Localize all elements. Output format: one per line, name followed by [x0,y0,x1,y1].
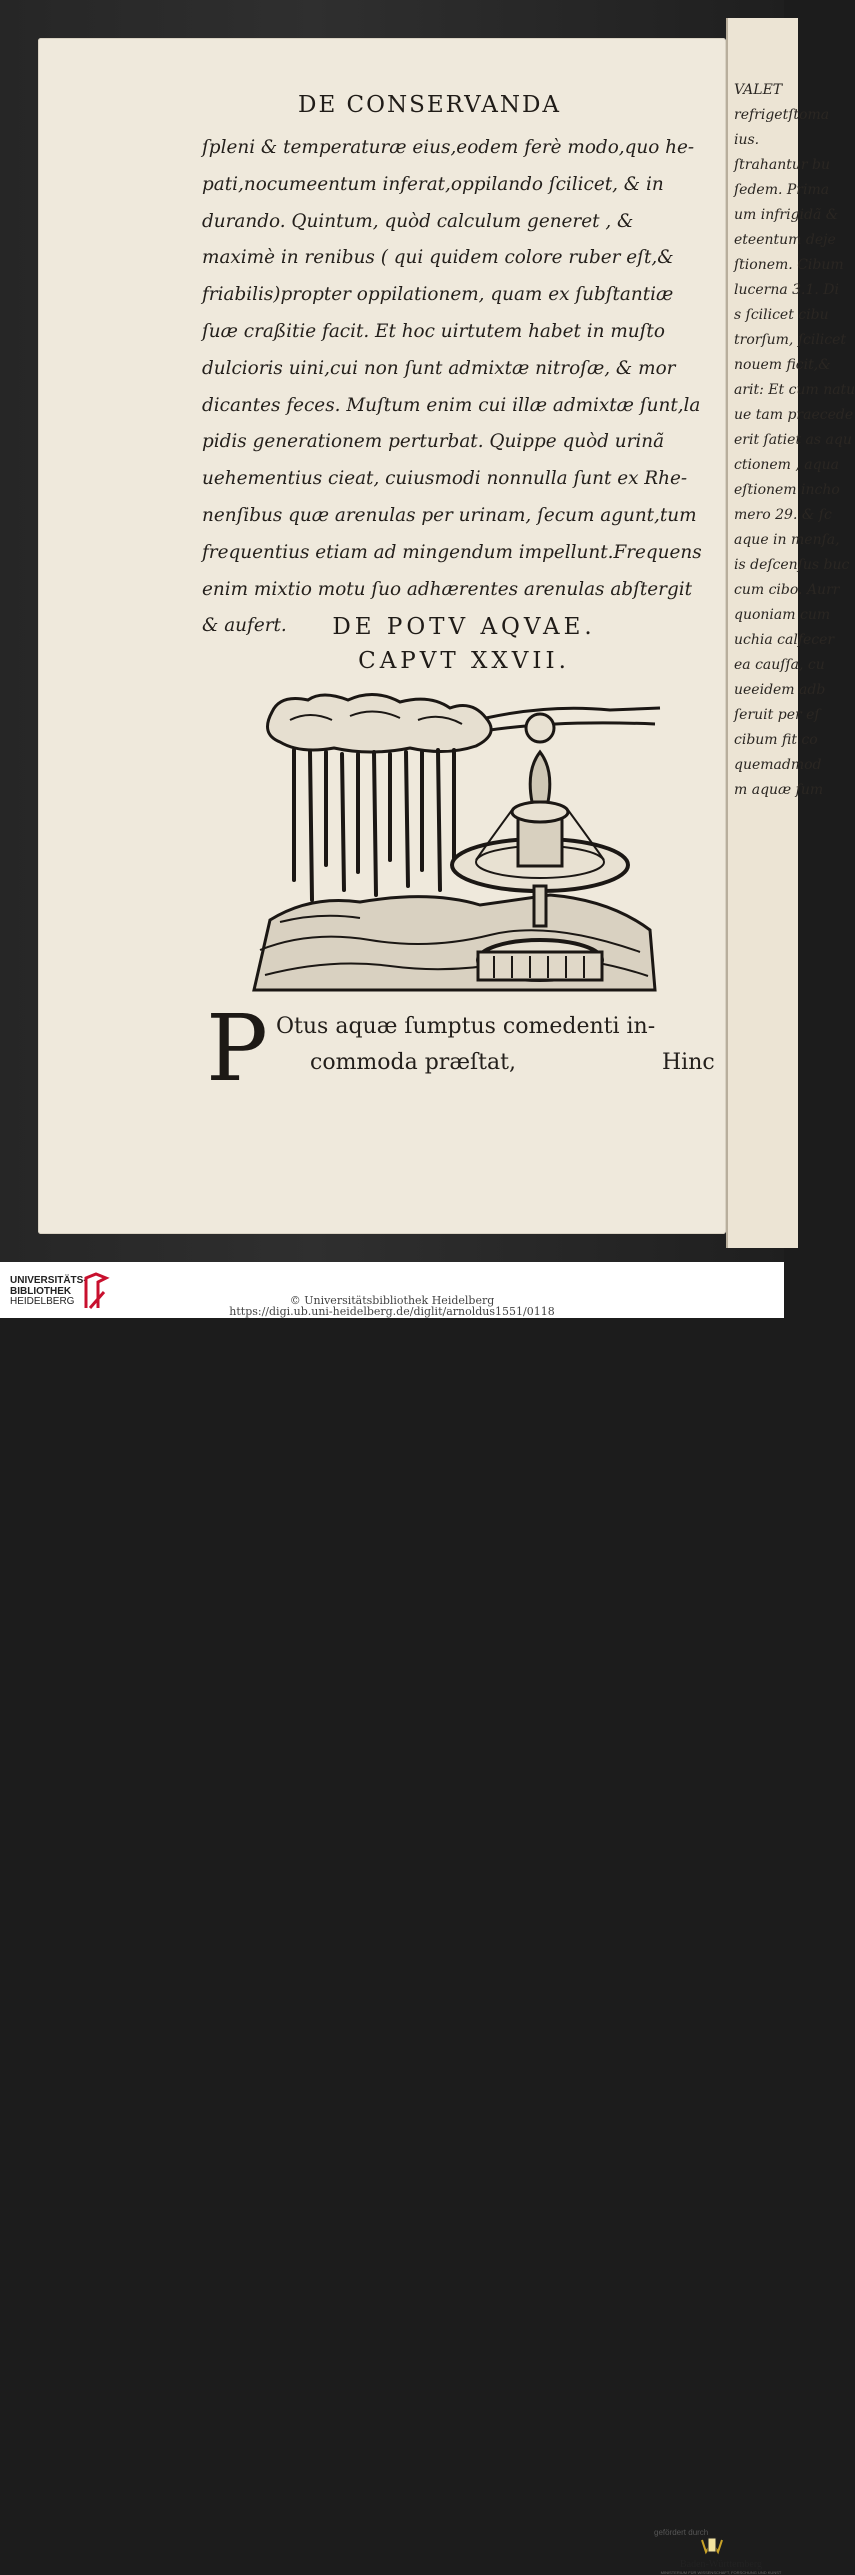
facing-page-line: um infrigidã & [734,207,839,223]
facing-page-line: uchia calfecer [734,632,835,648]
body-line: pati,nocumeentum inferat,oppilando ſcilicet, & in [202,173,664,195]
facing-page-line: ſtionem. Cibum [734,257,844,273]
facing-page-line: is deſcenſus buc [734,557,850,573]
body-line: frequentius etiam ad mingendum impellunt.Frequens [202,541,702,563]
facing-page-line: VALET [734,82,783,98]
facing-page-text [734,78,855,803]
chapter-first-line: Otus aquæ ſumptus comedenti in- [276,1014,656,1039]
chapter-title: DE POTV AQVAE. [332,614,596,640]
copyright-notice: © Universitätsbibliothek Heidelberg [289,1294,495,1307]
body-line: nenſibus quæ arenulas per urinam, ſecum agunt,tum [202,504,697,526]
facing-page-line: cibum fit co [734,732,818,748]
chapter-second-line: commoda præſtat, [310,1050,516,1075]
facing-page-line: quoniam cum [734,607,831,623]
facing-page-line: nouem ficit,& [734,357,831,373]
facing-page-line: erit ſatiet as aqu [734,432,852,448]
facing-page-edge [726,18,855,1248]
facing-page-line: ea cauſſa, cu [734,657,825,673]
body-line: dicantes feces. Muſtum enim cui illæ admixtæ ſunt,la [202,394,701,416]
library-name-line3: HEIDELBERG [10,1296,75,1307]
facing-page-line: ſedem. Prima [734,182,830,198]
facing-page-line: lucerna 3.1. Di [734,282,839,298]
body-line: ſpleni & temperaturæ eius,eodem ferè modo,quo he- [202,137,695,158]
catchword: Hinc [662,1050,715,1075]
facing-page-line: ſeruit per eſ [734,707,820,723]
body-line: dulcioris uini,cui non ſunt admixtæ nitroſæ, & mor [202,357,676,379]
body-text [202,130,714,645]
facing-page-line: cum cibo. Aurr [734,582,840,598]
facing-page-line: trorſum, ſcilicet [734,332,847,348]
sponsor-label: gefördert durch [654,2528,709,2537]
body-line: pidis generationem perturbat. Quippe quòd urinã [202,431,665,453]
body-line: uehementius cieat, cuiusmodi nonnulla ſunt ex Rhe- [202,468,688,490]
facing-page-line: quemadmod [734,757,822,773]
facing-page-line: ue tam praecede [734,407,854,423]
facing-page-line: eteentum deje [734,232,836,248]
body-line: ſuæ craßitie facit. Et hoc uirtutem habet in muſto [202,320,665,342]
facing-page-line: arit: Et cum natu [734,382,855,398]
chapter-heading [244,610,684,678]
scan-background [0,0,855,1262]
facing-page-line: m aquæ ſum [734,782,824,798]
body-line: maximè in renibus ( qui quidem colore ruber eſt,& [202,247,674,269]
body-line: durando. Quintum, quòd calculum generet , & [202,210,634,232]
sponsor-name: Baden-Württemberg [679,2559,762,2570]
facing-page-line: mero 29. & ſc [734,507,832,523]
sponsor-subtitle: MINISTERIUM FÜR WISSENSCHAFT, FORSCHUNG UND KUNST [660,2570,782,2575]
woodcut-illustration [250,690,660,1002]
body-line: enim mixtio motu ſuo adhærentes arenulas abſtergit [202,578,692,600]
facing-page-line: ſtrahantur bu [734,157,830,173]
body-line: friabilis)propter oppilationem, quam ex ſubſtantiæ [202,284,674,306]
body-line: & aufert. [202,615,287,637]
baden-wuerttemberg-emblem-icon [696,2536,728,2556]
library-name-line2: BIBLIOTHEK [10,1285,72,1297]
facing-page-line: s ſcilicet cibu [734,307,829,323]
facing-page-line: ius. [734,132,760,148]
facing-page-line: eſtionem incho [734,482,840,498]
drop-cap: P [206,995,268,1102]
running-head: DE CONSERVANDA [298,92,561,118]
facing-page-line: refrigetſtoma [734,107,830,123]
facing-page-line: ctionem , aqua [734,457,839,473]
library-name-line1: UNIVERSITÄTS- [10,1275,87,1286]
chapter-number: CAPVT XXVII. [358,648,570,674]
facing-page-line: aque in menſa, [734,532,840,548]
facing-page-line: ueeidem adb [734,682,826,698]
permalink-url[interactable]: https://digi.ub.uni-heidelberg.de/diglit/arnoldus1551/0118 [229,1305,555,1318]
